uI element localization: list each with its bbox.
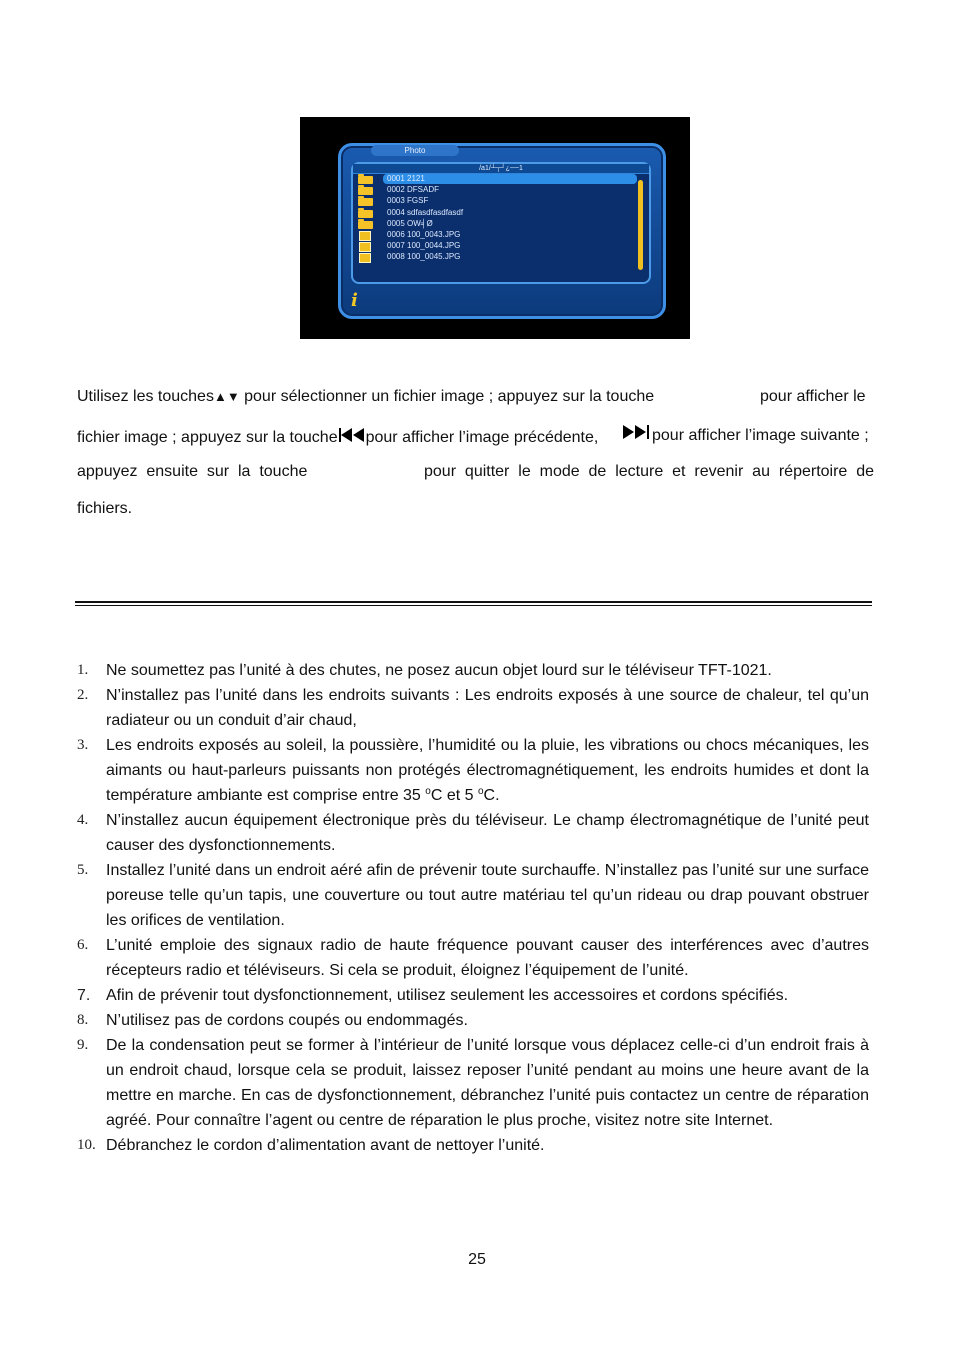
file-row[interactable]	[357, 241, 637, 252]
paragraph-line-3-end: pour quitter le mode de lecture et revenir au répertoire de	[424, 463, 875, 480]
list-item-number: 8.	[77, 1012, 89, 1028]
paragraph-line-4: fichiers.	[77, 500, 133, 517]
list-item-number: 3.	[77, 737, 89, 753]
list-item-text: L’unité emploie des signaux radio de haute fréquence pouvant causer des interférences avec d’autres récepteurs radio et téléviseurs. Si cela se produit, éloignez l’équipement de l’unité.	[106, 937, 869, 979]
file-name: 0004 sdfasdfasdfasdf	[387, 207, 464, 217]
list-item-text: De la condensation peut se former à l’intérieur de l’unité lorsque vous déplacez celle-ci d’un endroit frais à un endroit chaud, lorsque cela se produit, laissez reposer l’unité pendant au moins une heure avant de la mettre en marche. En cas de dysfonctionnement, débranchez l’unité puis contactez un centre de réparation agréé. Pour connaître l’agent ou centre de réparation le plus proche, visitez notre site Internet.	[106, 1037, 869, 1129]
list-item	[77, 683, 869, 733]
file-row[interactable]	[357, 219, 637, 230]
paragraph-text: fichier image ; appuyez sur la touche	[77, 429, 338, 446]
up-down-arrows-icon: ▲▼	[213, 389, 240, 404]
file-name: 0001 2121	[383, 174, 637, 184]
photo-browser-panel	[338, 143, 666, 319]
list-item-text: Débranchez le cordon d’alimentation avant de nettoyer l’unité.	[106, 1137, 545, 1154]
safety-instructions-list	[77, 658, 869, 1158]
file-name: 0006 100_0043.JPG	[387, 229, 461, 239]
list-item-text: C.	[483, 787, 500, 804]
list-item-number: 7.	[77, 987, 91, 1004]
list-item-text: Ne soumettez pas l’unité à des chutes, ne posez aucun objet lourd sur le téléviseur TFT-1021.	[106, 662, 772, 679]
list-item-text: Installez l’unité dans un endroit aéré afin de prévenir toute surchauffe. N’installez pas l’unité sur une surface poreuse telle qu’un tapis, une couverture ou tout autre matériau tel qu’un rideau ou drap pouvant obstruer les orifices de ventilation.	[106, 862, 869, 929]
section-divider	[75, 601, 872, 606]
file-name: 0005 OW╡Ø	[387, 218, 433, 228]
photo-file-icon	[359, 253, 371, 263]
list-item	[77, 733, 869, 808]
list-item-text: Afin de prévenir tout dysfonctionnement, utilisez seulement les accessoires et cordons spécifiés.	[106, 987, 789, 1004]
list-item	[77, 933, 869, 983]
list-item	[77, 658, 869, 683]
tv-screenshot	[300, 117, 690, 339]
list-item-number: 6.	[77, 937, 89, 953]
degree-symbol: o	[425, 786, 431, 797]
paragraph-text: Utilisez les touches	[77, 388, 214, 405]
file-row[interactable]	[357, 196, 637, 207]
list-item	[77, 983, 869, 1008]
paragraph-line-1-end: pour afficher le	[760, 388, 866, 405]
file-name: 0003 FGSF	[387, 196, 429, 206]
page-number: 25	[468, 1251, 486, 1268]
list-item-text: N’utilisez pas de cordons coupés ou endommagés.	[106, 1012, 468, 1029]
list-item	[77, 1008, 869, 1033]
folder-icon	[358, 198, 373, 206]
list-item-number: 4.	[77, 812, 89, 828]
scrollbar-thumb[interactable]	[638, 180, 643, 270]
paragraph-line-2-end: pour afficher l’image suivante ;	[652, 427, 869, 444]
paragraph-text: pour afficher l’image précédente,	[365, 429, 599, 446]
file-list	[357, 174, 637, 264]
file-name: 0008 100_0045.JPG	[387, 252, 461, 262]
folder-icon	[358, 221, 373, 229]
list-item-number: 1.	[77, 662, 89, 678]
list-item-text: N’installez aucun équipement électronique près du téléviseur. Le champ électromagnétique de l’unité peut causer des dysfonctionnements.	[106, 812, 869, 854]
scrollbar[interactable]	[638, 180, 643, 270]
file-row[interactable]	[357, 230, 637, 241]
folder-icon	[358, 176, 373, 184]
list-item-number: 9.	[77, 1037, 89, 1053]
photo-file-icon	[359, 242, 371, 252]
paragraph-line-2	[77, 427, 598, 447]
file-row[interactable]	[357, 252, 637, 263]
list-item-text: N’installez pas l’unité dans les endroits suivants : Les endroits exposés à une source de chaleur, tel qu’un radiateur ou un conduit d’air chaud,	[106, 687, 869, 729]
list-item-number: 10.	[77, 1137, 96, 1153]
paragraph-text: pour sélectionner un fichier image ; appuyez sur la touche	[239, 388, 655, 405]
file-name: 0002 DFSADF	[387, 185, 440, 195]
file-row[interactable]	[357, 208, 637, 219]
file-name: 0007 100_0044.JPG	[387, 241, 461, 251]
folder-icon	[358, 210, 373, 218]
photo-file-icon	[359, 231, 371, 241]
current-path: /a1/┴┬┘¿─~1	[353, 164, 649, 174]
menu-title: Photo	[371, 145, 459, 156]
list-item-number: 5.	[77, 862, 89, 878]
file-row[interactable]	[357, 174, 637, 185]
list-item-text: Les endroits exposés au soleil, la poussière, l’humidité ou la pluie, les vibrations ou chocs mécaniques, les aimants ou haut-parleurs puissants non protégés électromagnétiquement, les endroits humides et dont la température ambiante est comprise entre 35	[106, 737, 869, 804]
info-icon: i	[351, 290, 358, 311]
next-track-icon	[622, 424, 652, 440]
paragraph-line-1	[77, 388, 654, 406]
previous-track-icon	[338, 427, 366, 443]
list-item	[77, 1033, 869, 1133]
list-item	[77, 1133, 869, 1158]
list-item-number: 2.	[77, 687, 89, 703]
list-item	[77, 808, 869, 858]
folder-icon	[358, 187, 373, 195]
file-row[interactable]	[357, 185, 637, 196]
list-item-text: C et 5	[430, 787, 478, 804]
degree-symbol: o	[477, 786, 484, 797]
paragraph-line-3: appuyez ensuite sur la touche	[77, 463, 308, 480]
list-item	[77, 858, 869, 933]
file-list-panel	[351, 162, 651, 284]
